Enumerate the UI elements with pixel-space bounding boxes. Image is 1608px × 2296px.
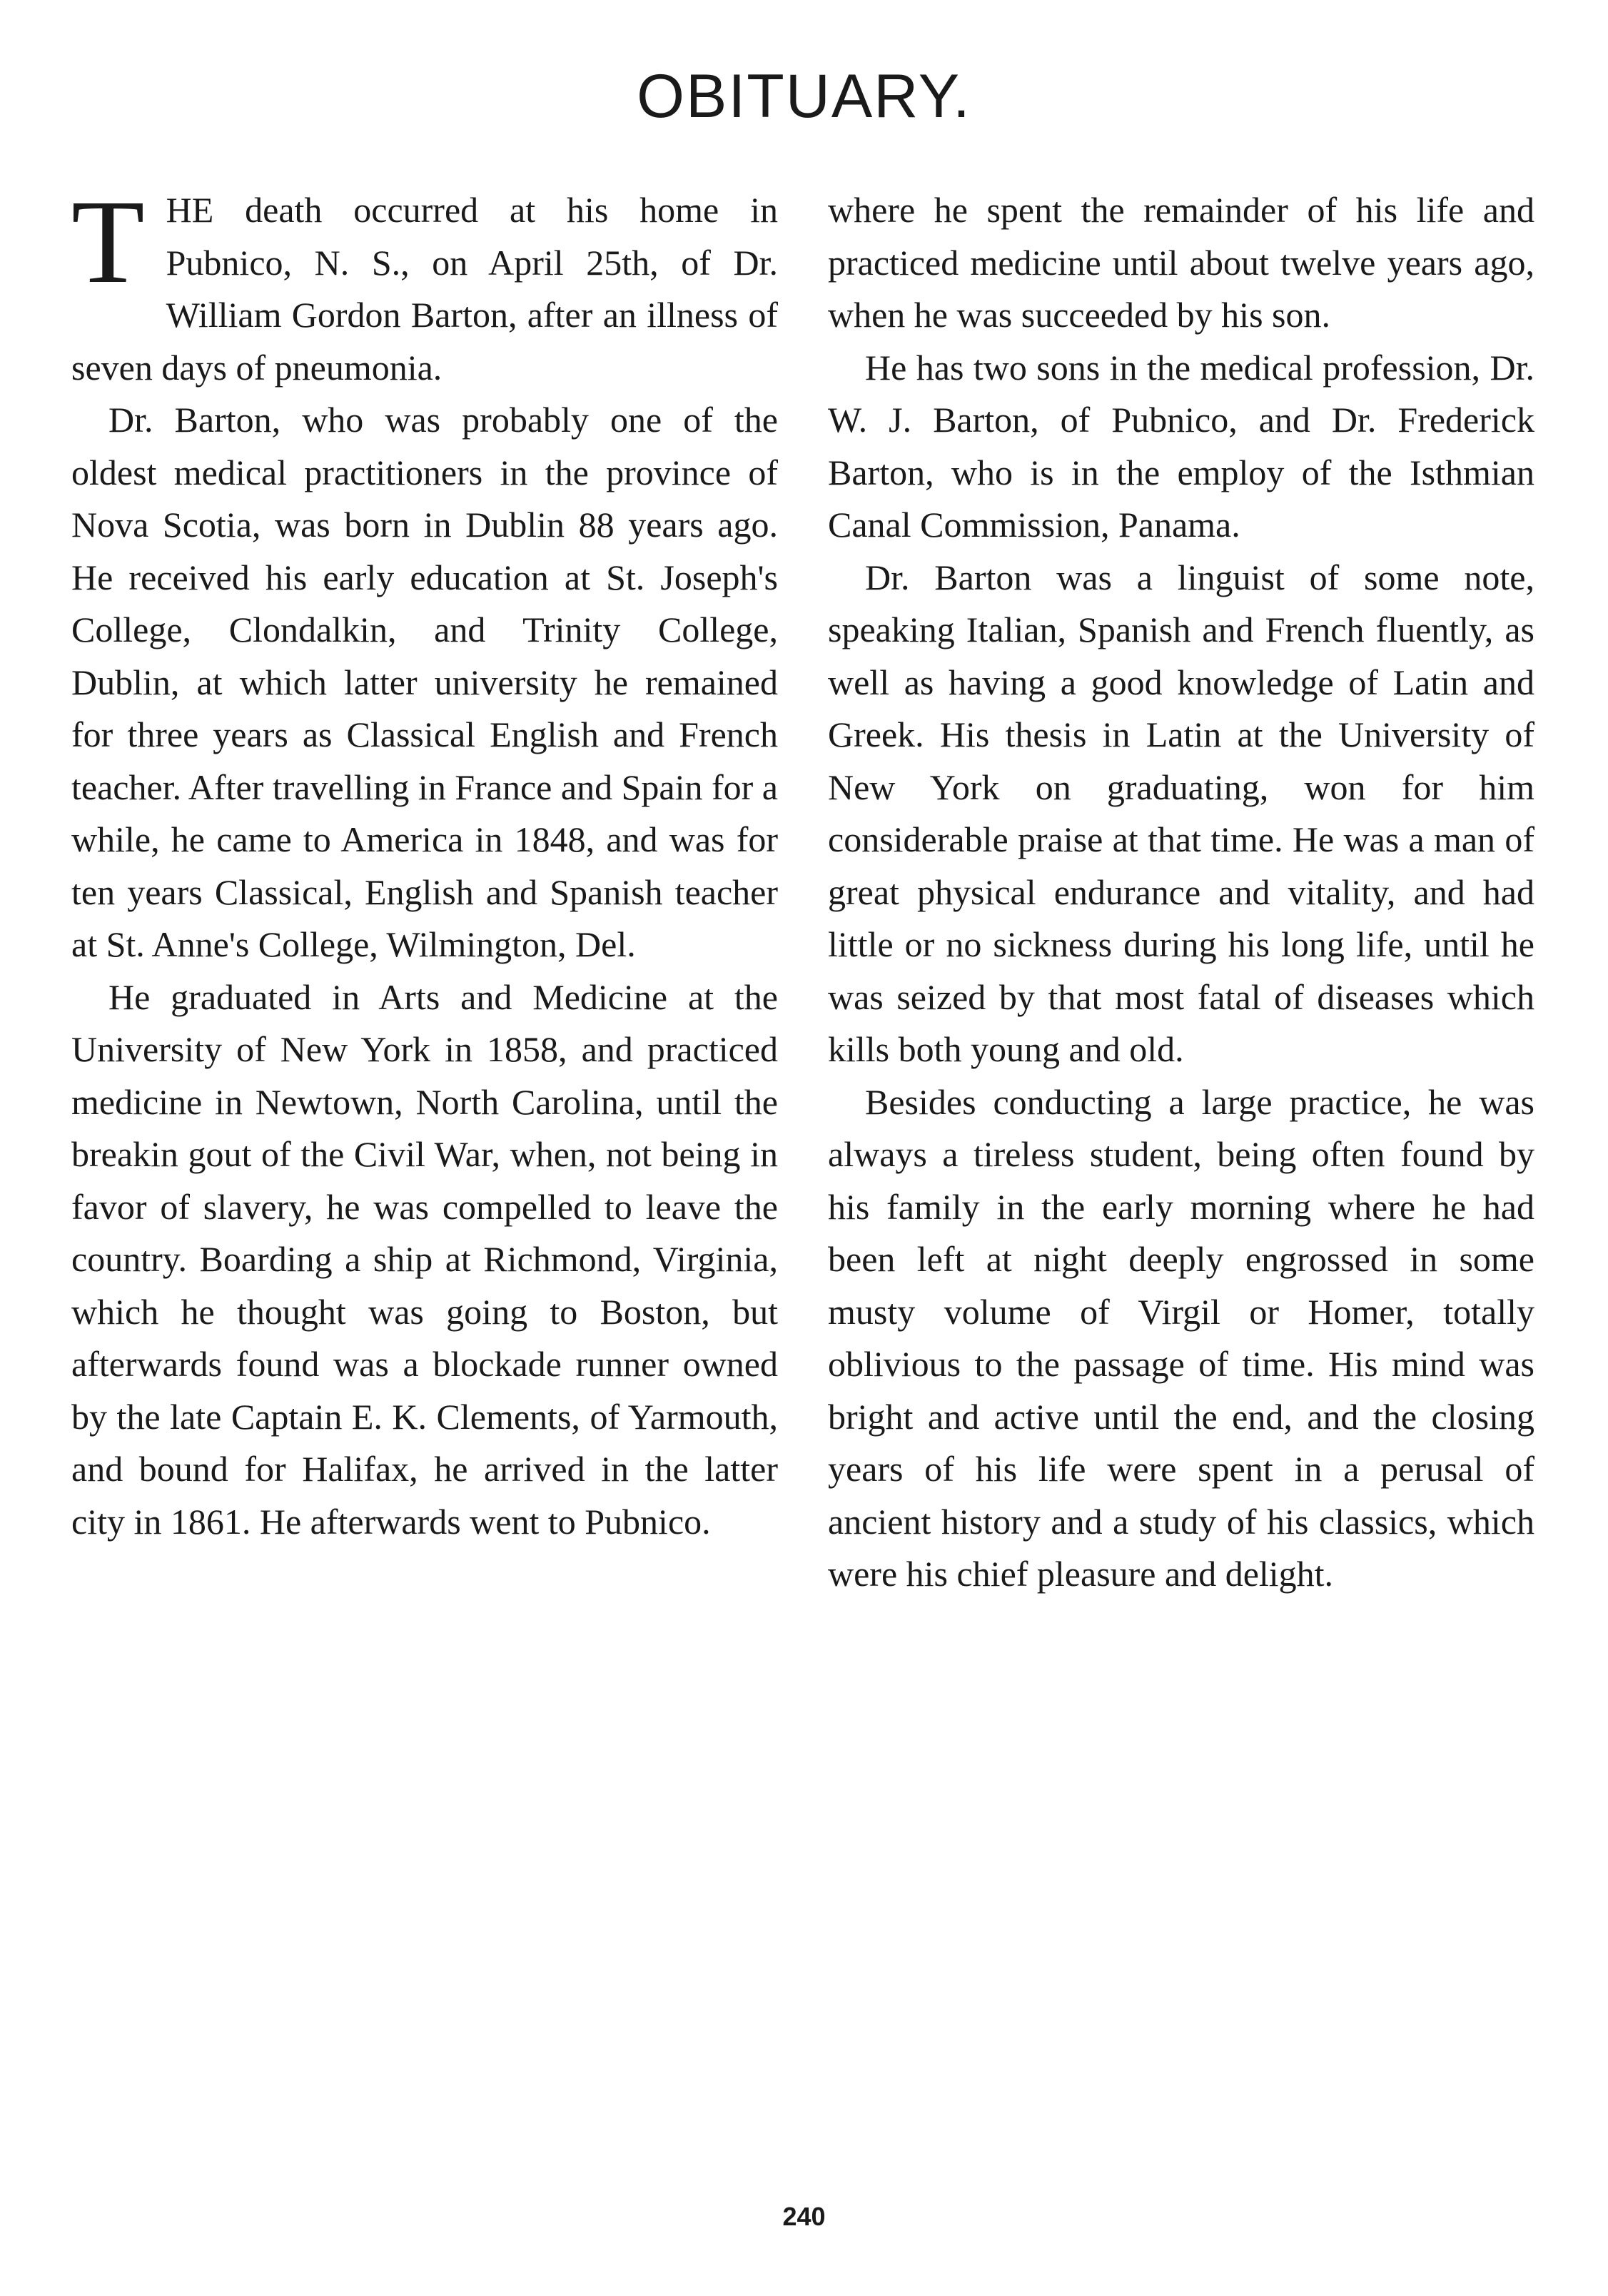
- paragraph-1-text: HE death occurred at his home in Pubnico, N. S., on April 25th, of Dr. William Gordon Barton, after an illness of seven days of pneumonia.: [71, 190, 778, 388]
- paragraph-6: Besides conducting a large practice, he was always a tireless student, being often found by his family in the early morning where he had been left at night deeply engrossed in some musty volume of Virgil or Homer, totally oblivious to the passage of time. His mind was bright and active until the end, and the closing years of his life were spent in a perusal of ancient history and a study of his classics, which were his chief pleasure and delight.: [828, 1081, 1534, 1594]
- left-column: [71, 176, 778, 1548]
- paragraph-4: He has two sons in the medical profession, Dr. W. J. Barton, of Pubnico, and Dr. Frederick Barton, who is in the employ of the Isthmian Canal Commission, Panama.: [828, 347, 1534, 545]
- paragraph-2: Dr. Barton, who was probably one of the oldest medical practitioners in the province of Nova Scotia, was born in Dublin 88 years ago. He received his early education at St. Joseph's College, Clondalkin, and Trinity College, Dublin, at which latter university he remained for three years as Classical English and French teacher. After travelling in France and Spain for a while, he came to America in 1848, and was for ten years Classical, English and Spanish teacher at St. Anne's College, Wilmington, Del.: [71, 400, 778, 964]
- paragraph-continuation: where he spent the remainder of his life and practiced medicine until about twelve years ago, when he was succeeded by his son.: [828, 190, 1534, 335]
- paragraph-3: He graduated in Arts and Medicine at the University of New York in 1858, and practiced medicine in Newtown, North Carolina, until the breakin gout of the Civil War, when, not being in favor of slavery, he was compelled to leave the country. Boarding a ship at Richmond, Virginia, which he thought was going to Boston, but afterwards found was a blockade runner owned by the late Captain E. K. Clements, of Yarmouth, and bound for Halifax, he arrived in the latter city in 1861. He afterwards went to Pubnico.: [71, 976, 778, 1542]
- page-number: 240: [782, 2202, 826, 2231]
- drop-cap: T: [71, 176, 145, 308]
- paragraph-5: Dr. Barton was a linguist of some note, speaking Italian, Spanish and French fluently, as well as having a good knowledge of Latin and Greek. His thesis in Latin at the University of New York on graduating, won for him considerable praise at that time. He was a man of great physical endurance and vitality, and had little or no sickness during his long life, until he was seized by that most fatal of diseases which kills both young and old.: [828, 557, 1534, 1069]
- right-column: [828, 184, 1534, 1601]
- page-title: OBITUARY.: [637, 62, 971, 131]
- paragraph-1: [71, 176, 778, 394]
